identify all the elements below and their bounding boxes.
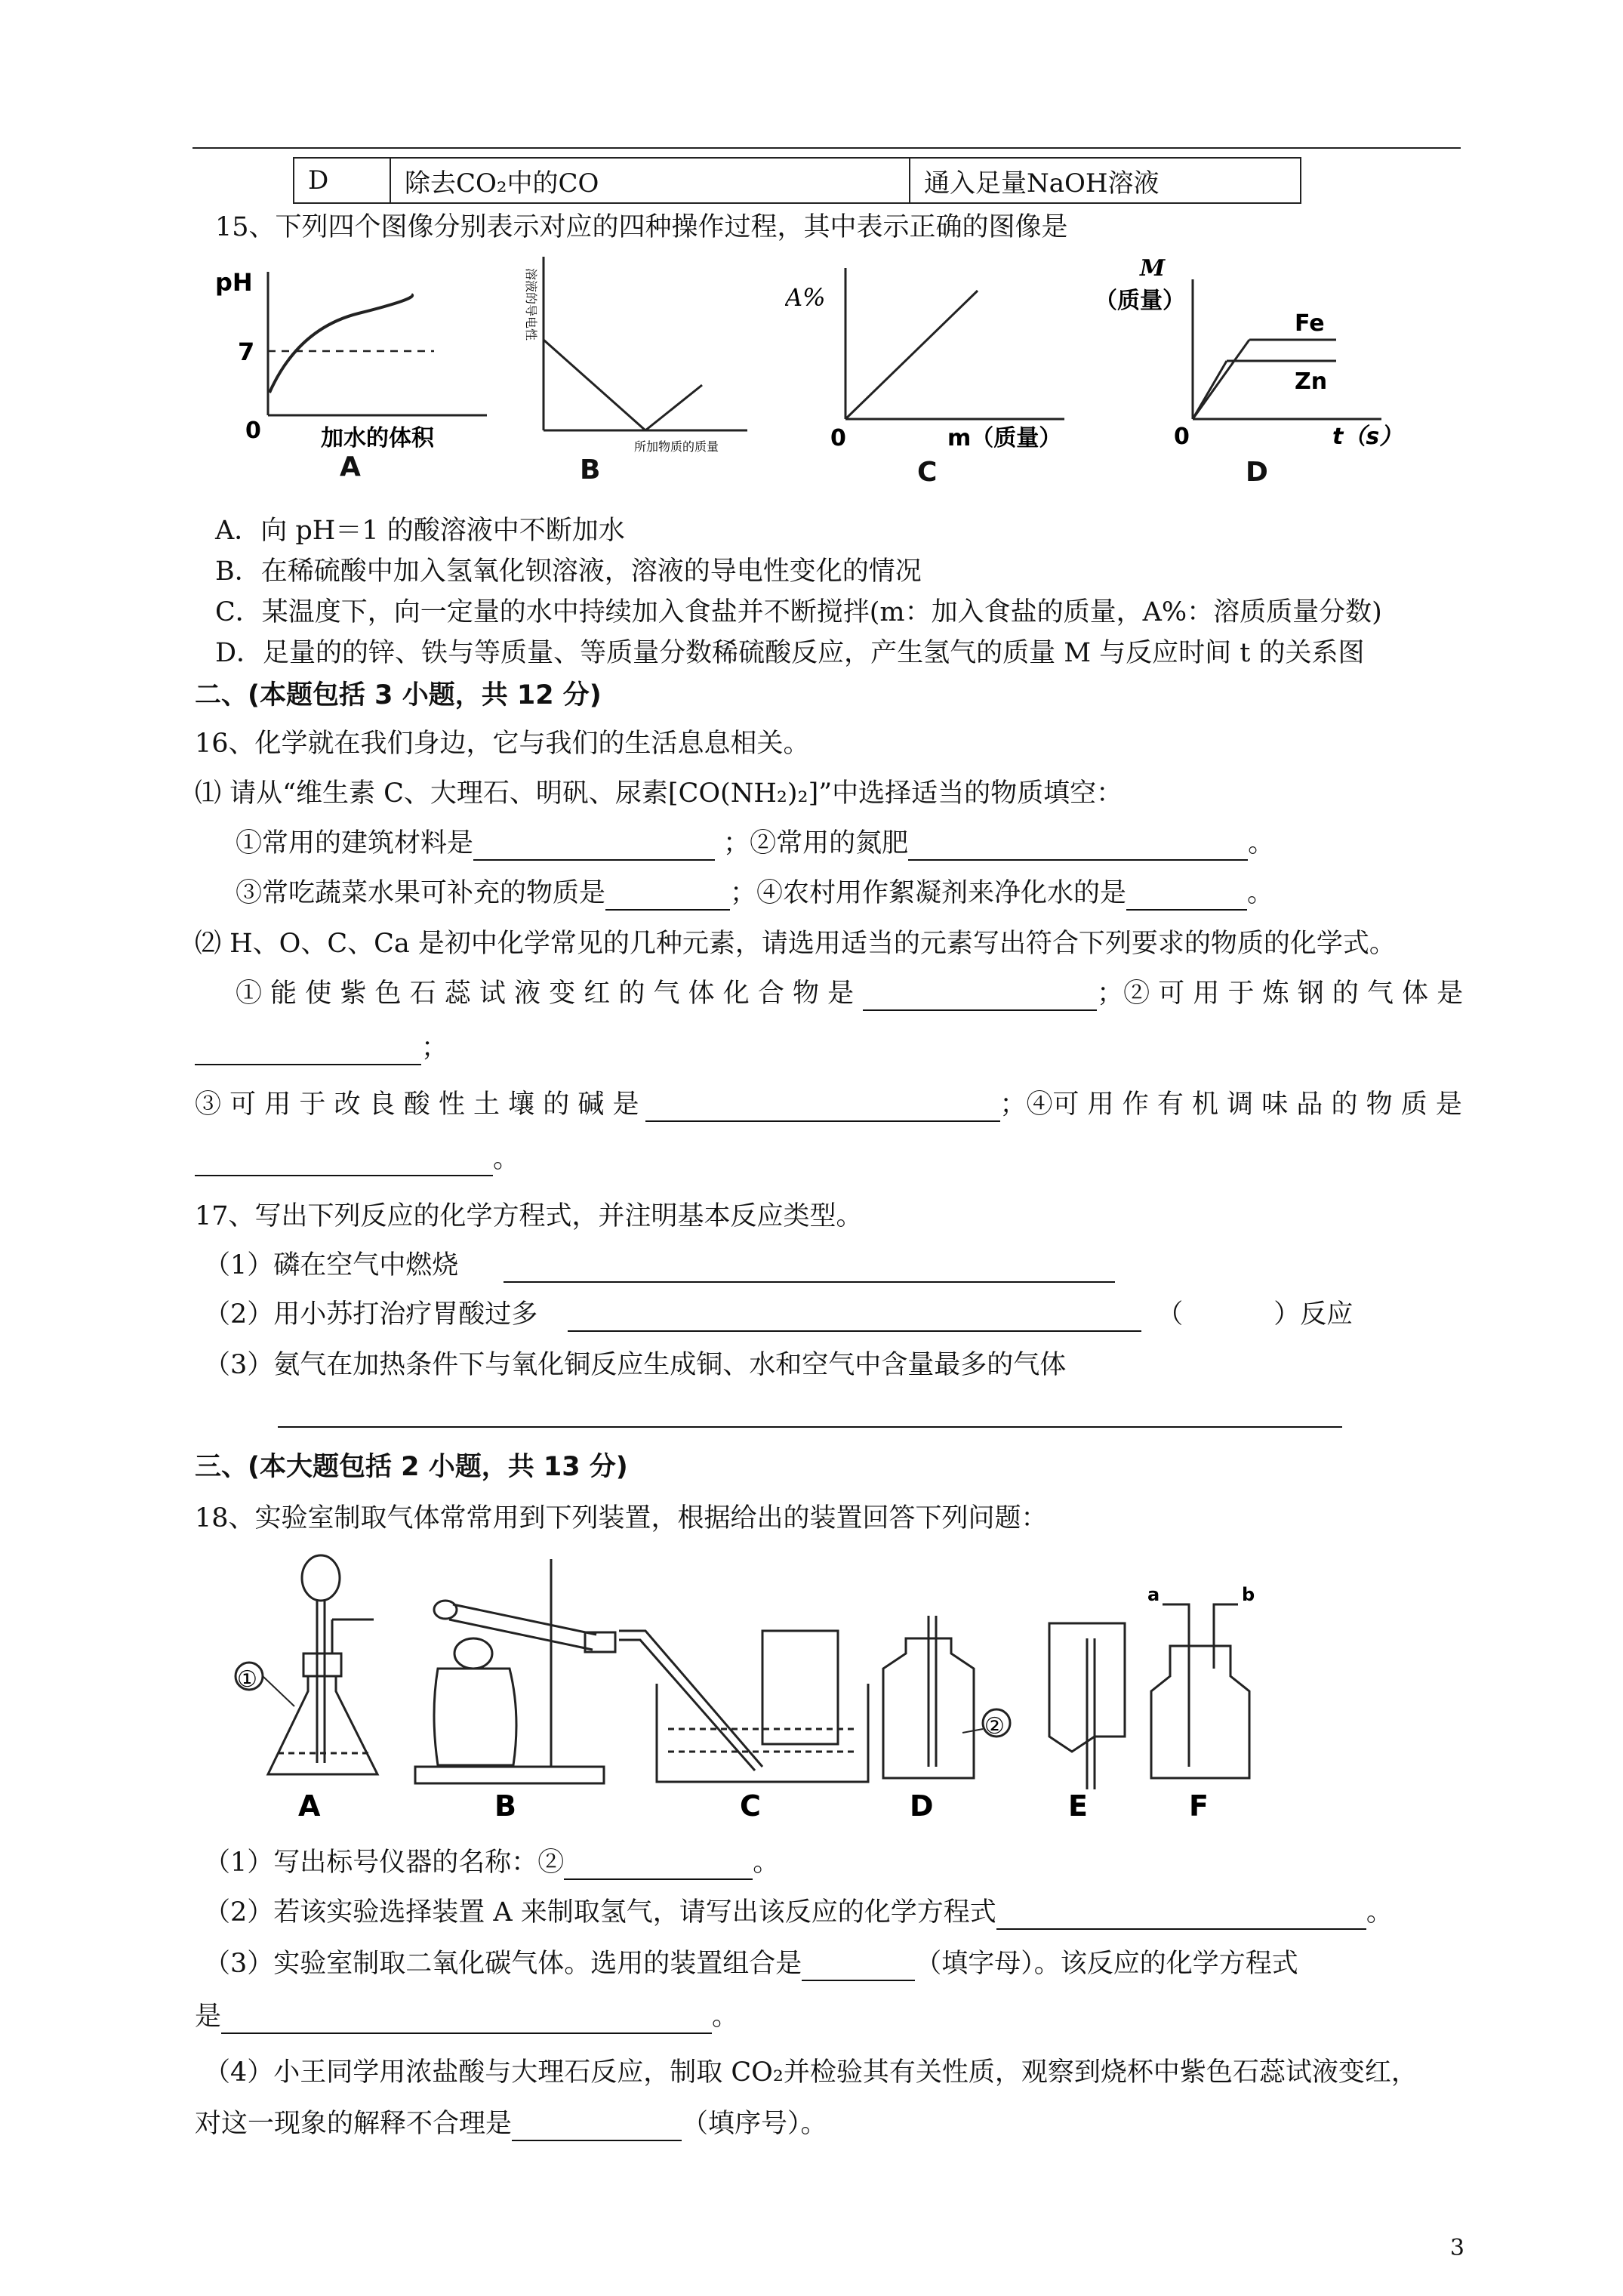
graph-d-xlabel: t（s）: [1332, 424, 1403, 450]
mark-1: ①: [237, 1666, 257, 1693]
q17-i2c: ）反应: [1273, 1299, 1354, 1330]
graph-a: [208, 268, 510, 464]
q18-item3: [204, 1946, 1298, 1981]
answer-blank[interactable]: [568, 1303, 1141, 1332]
q17-i2b: （: [1156, 1299, 1184, 1330]
period: 。: [1366, 1897, 1393, 1928]
q16-p2d: ；④可 用 作 有 机 调 味 品 的 物 质 是: [999, 1089, 1462, 1120]
period: 。: [1248, 828, 1275, 858]
row-content: 除去CO₂中的CO: [390, 158, 910, 203]
q17-stem: 17、写出下列反应的化学方程式，并注明基本反应类型。: [195, 1201, 863, 1231]
option-table-row: [293, 157, 1301, 204]
answer-blank[interactable]: [802, 1952, 915, 1981]
apparatus-d: [883, 1616, 974, 1778]
q18-i4c: （填序号）。: [682, 2109, 827, 2139]
q16-p1a: ①常用的建筑材料是: [236, 828, 474, 858]
answer-blank[interactable]: [221, 2005, 712, 2034]
answer-blank[interactable]: [605, 882, 730, 911]
apparatus-e: [1049, 1623, 1125, 1789]
answer-blank[interactable]: [195, 1148, 493, 1176]
graph-a-label: A: [340, 451, 361, 482]
section-2-heading: 二、(本题包括 3 小题，共 12 分): [195, 680, 602, 710]
period: 。: [712, 2002, 739, 2032]
graph-d-ylabel: M: [1140, 255, 1166, 282]
page-number: 3: [1449, 2235, 1464, 2261]
port-a: a: [1147, 1584, 1160, 1605]
apparatus-b: [415, 1559, 615, 1783]
q18-item3-cont: [195, 1999, 738, 2034]
answer-blank[interactable]: [863, 982, 1097, 1011]
graph-c-xlabel: m（质量）: [947, 425, 1062, 451]
q18-stem: 18、实验室制取气体常常用到下列装置，根据给出的装置回答下列问题：: [195, 1503, 1048, 1533]
header-rule: [192, 147, 1461, 149]
q16-part1-row1: [236, 826, 1274, 861]
period: 。: [1247, 878, 1274, 908]
graph-a-ylabel: pH: [215, 268, 253, 297]
graph-b-xlabel: 所加物质的质量: [634, 439, 719, 454]
q18-i4b: 对这一现象的解释不合理是: [195, 2109, 513, 2139]
q15-option-b: B．在稀硫酸中加入氢氧化钡溶液，溶液的导电性变化的情况: [215, 556, 922, 587]
graph-b-ylabel: 溶液的导电性: [524, 268, 538, 341]
graph-d-label: D: [1246, 457, 1268, 488]
q17-i2: （2）用小苏打治疗胃酸过多: [204, 1299, 538, 1330]
graph-c-label: C: [917, 457, 938, 488]
q18-i2: （2）若该实验选择装置 A 来制取氢气，请写出该反应的化学方程式: [204, 1897, 996, 1928]
answer-blank[interactable]: [1126, 882, 1247, 911]
semicolon: ；: [421, 1033, 448, 1063]
graph-d-s2: Zn: [1295, 368, 1328, 395]
graph-b-label: B: [580, 455, 601, 485]
q15-option-d: D．足量的的锌、铁与等质量、等质量分数稀硫酸反应，产生氢气的质量 M 与反应时间 t 的关系图: [215, 638, 1365, 668]
apparatus-c: [619, 1631, 868, 1782]
q17-item1: [204, 1248, 1115, 1283]
apparatus-f-label: F: [1189, 1789, 1209, 1823]
apparatus-a: [268, 1555, 377, 1774]
apparatus-e-label: E: [1068, 1789, 1088, 1823]
q16-part2-row1: [236, 976, 1463, 1011]
answer-blank[interactable]: [645, 1093, 1000, 1122]
apparatus-figure: [219, 1548, 1397, 1835]
q17-item3: （3）氨气在加热条件下与氧化铜反应生成铜、水和空气中含量最多的气体: [204, 1350, 1067, 1380]
period: 。: [493, 1144, 520, 1174]
answer-blank[interactable]: [504, 1254, 1115, 1283]
q18-i3c: 是: [195, 2002, 222, 2032]
q18-i3b: （填字母）。该反应的化学方程式: [915, 1949, 1298, 1979]
apparatus-c-label: C: [740, 1789, 761, 1823]
row-label: D: [294, 158, 390, 203]
q18-item4: （4）小王同学用浓盐酸与大理石反应，制取 CO₂并检验其有关性质，观察到烧杯中紫色石蕊试液变红，: [204, 2057, 1418, 2088]
apparatus-f: [1151, 1604, 1249, 1778]
q16-p1c: ③常吃蔬菜水果可补充的物质是: [236, 878, 606, 908]
q16-part2-row4: [195, 1142, 519, 1176]
q18-item2: [204, 1895, 1393, 1930]
graph-d-origin: 0: [1174, 424, 1190, 450]
graph-d-s1: Fe: [1295, 310, 1325, 337]
graph-d-ylabel2: （质量）: [1095, 288, 1185, 314]
apparatus-a-label: A: [298, 1789, 321, 1823]
q16-p1b: ；②常用的氮肥: [723, 828, 909, 858]
row-method: 通入足量NaOH溶液: [910, 158, 1301, 203]
apparatus-b-label: B: [494, 1789, 516, 1823]
q18-item1: [204, 1845, 779, 1880]
q15-option-c: C．某温度下，向一定量的水中持续加入食盐并不断搅拌(m：加入食盐的质量，A%：溶质质量分数): [215, 597, 1382, 627]
q17-answer-line[interactable]: [278, 1426, 1342, 1428]
q15-option-a: A．向 pH＝1 的酸溶液中不断加水: [215, 516, 625, 546]
answer-blank[interactable]: [564, 1851, 753, 1880]
q18-i3: （3）实验室制取二氧化碳气体。选用的装置组合是: [204, 1949, 802, 1979]
graph-a-xlabel: 加水的体积: [321, 425, 434, 451]
period: 。: [753, 1848, 780, 1878]
answer-blank[interactable]: [473, 832, 715, 861]
port-b: b: [1242, 1584, 1255, 1605]
graph-c: [785, 264, 1087, 461]
graph-b: [521, 253, 762, 464]
q16-p2c: ③ 可 用 于 改 良 酸 性 土 壤 的 碱 是: [195, 1089, 639, 1120]
q18-i1: （1）写出标号仪器的名称：②: [204, 1848, 565, 1878]
q16-part1: ⑴ 请从“维生素 C、大理石、明矾、尿素[CO(NH₂)₂]”中选择适当的物质填空：: [195, 778, 1123, 809]
q16-p2b: ；② 可 用 于 炼 钢 的 气 体 是: [1097, 978, 1464, 1009]
answer-blank[interactable]: [908, 832, 1248, 861]
q16-p1d: ；④农村用作絮凝剂来净化水的是: [730, 878, 1127, 908]
mark-2: ②: [984, 1713, 1005, 1740]
answer-blank[interactable]: [996, 1901, 1366, 1930]
q18-item4-cont: [195, 2106, 827, 2141]
graph-c-origin: 0: [830, 425, 846, 451]
q16-part2-row2: [195, 1031, 448, 1065]
q16-p2a: ① 能 使 紫 色 石 蕊 试 液 变 红 的 气 体 化 合 物 是: [236, 978, 855, 1009]
graph-d: [1087, 249, 1404, 461]
answer-blank[interactable]: [195, 1037, 421, 1065]
graph-a-ref: 7: [238, 337, 255, 366]
q17-item2: [204, 1297, 1353, 1332]
q17-i1: （1）磷在空气中燃烧: [204, 1250, 459, 1281]
answer-blank[interactable]: [512, 2113, 682, 2141]
q16-part2: ⑵ H、O、C、Ca 是初中化学常见的几种元素，请选用适当的元素写出符合下列要求的物质的化学式。: [195, 929, 1396, 959]
section-3-heading: 三、(本大题包括 2 小题，共 13 分): [195, 1452, 628, 1482]
q16-part2-row3: [195, 1087, 1462, 1122]
q16-stem: 16、化学就在我们身边，它与我们的生活息息相关。: [195, 729, 810, 759]
q16-part1-row2: [236, 876, 1273, 911]
graph-a-origin: 0: [245, 418, 261, 444]
graph-c-ylabel: A%: [785, 283, 826, 312]
apparatus-d-label: D: [910, 1789, 934, 1823]
q15-stem: 15、下列四个图像分别表示对应的四种操作过程，其中表示正确的图像是: [215, 212, 1068, 242]
